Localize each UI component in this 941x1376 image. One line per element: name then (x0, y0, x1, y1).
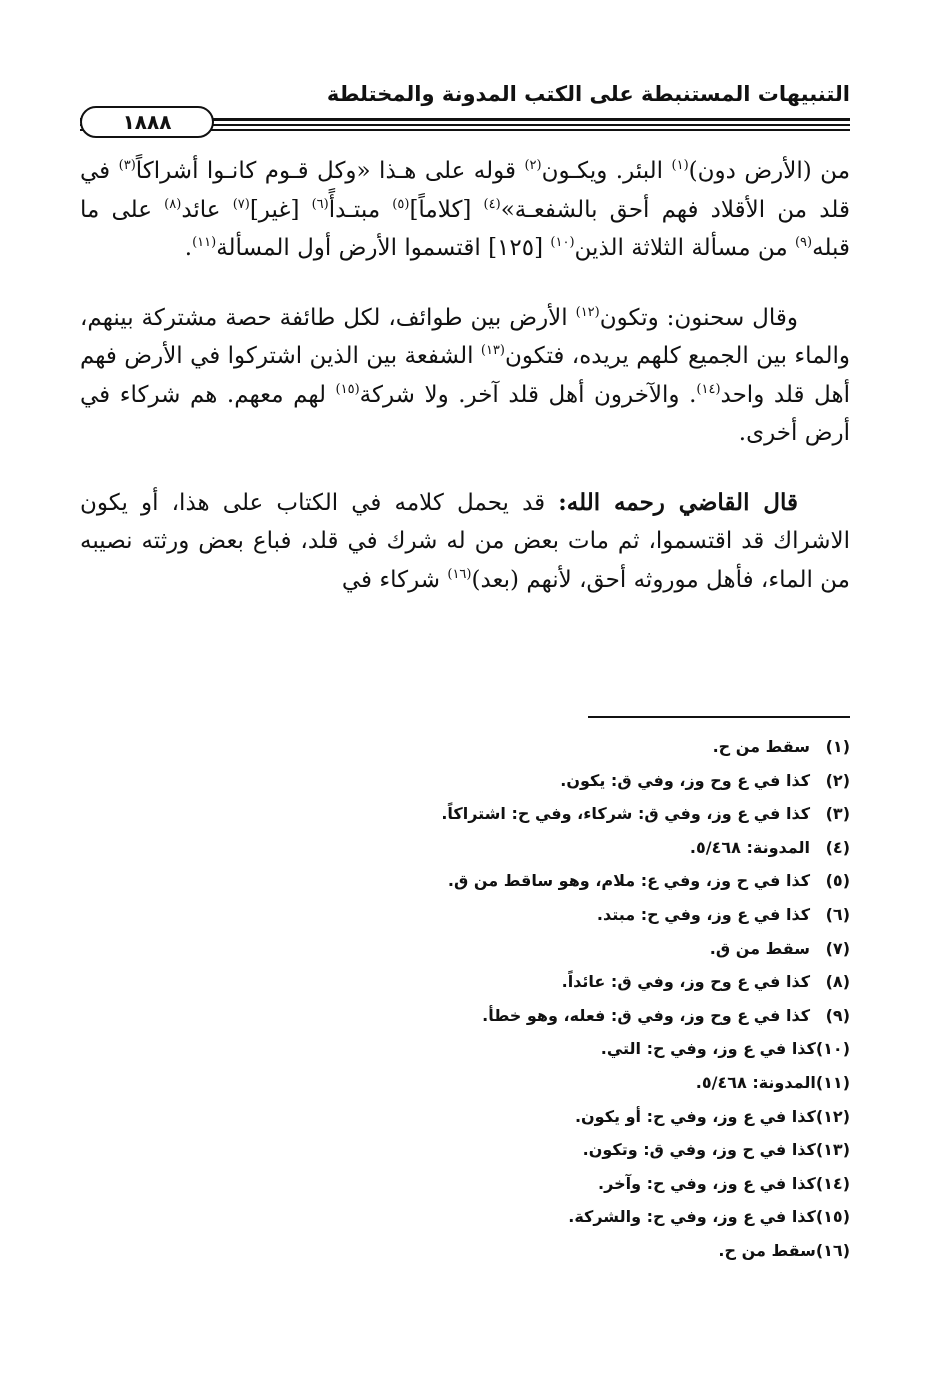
footnote-ref[interactable]: (٤) (483, 196, 501, 212)
footnote-item (150, 1032, 850, 1066)
footnote-item (150, 1066, 850, 1100)
footnote-item (150, 1133, 850, 1167)
footnote-item (150, 864, 850, 898)
text-run: [غير] (249, 196, 312, 223)
text-run: على ما قبله (80, 196, 850, 261)
text-run: الأرض بين طوائف، لكل طائفة حصة مشتركة بينهم، والماء بين الجميع كلهم يريده، فتكون (80, 304, 850, 369)
footnote-number: (٣) (825, 804, 850, 824)
page-number: ١٨٨٨ (80, 106, 214, 138)
footnote-number: (٥) (825, 871, 850, 891)
footnote-text: كذا في ع وح وز، وفي ق: عائداً. (561, 972, 810, 992)
text-run: [كلاماً] (409, 196, 484, 223)
footnote-ref[interactable]: (١) (671, 158, 689, 173)
text-run: عائد (181, 196, 233, 223)
footnote-number: (١٠) (815, 1039, 850, 1059)
footnote-text: كذا في ع وح وز، وفي ق: يكون. (560, 770, 810, 790)
footnote-ref[interactable]: (٥) (392, 196, 410, 212)
footnote-number: (٩) (825, 1005, 850, 1025)
footnote-number: (٨) (825, 972, 850, 992)
footnote-ref[interactable]: (٧) (232, 196, 250, 212)
footnote-text: كذا في ع وح وز، وفي ق: فعله، وهو خطأ. (482, 1005, 810, 1025)
footnote-number: (٧) (825, 938, 850, 958)
footnote-item (150, 1100, 850, 1134)
footnote-ref[interactable]: (٦) (311, 196, 329, 212)
footnote-item (150, 831, 850, 865)
text-run: مبتـدأً (328, 196, 393, 223)
footnote-text: كذا في ع وز، وفي ح: أو يكون. (574, 1106, 816, 1126)
footnote-item (150, 764, 850, 798)
footnote-text: كذا في ح وز، وفي ق: وتكون. (582, 1140, 816, 1160)
footnote-text: المدونة: ٥/٤٦٨. (695, 1072, 816, 1092)
text-run: . (184, 235, 193, 261)
footnote-text: كذا في ح وز، وفي ع: ملام، وهو ساقط من ق. (447, 871, 810, 891)
footnote-number: (١٦) (815, 1240, 850, 1260)
footnote-item (150, 932, 850, 966)
paragraph-2 (80, 299, 850, 453)
footnote-text: كذا في ع وز، وفي ق: شركاء، وفي ح: اشتراكاً. (441, 804, 810, 824)
footnote-ref[interactable]: (١١) (192, 235, 217, 250)
footnote-ref[interactable]: (١٦) (447, 566, 472, 582)
footnote-ref[interactable]: (٨) (164, 196, 182, 212)
paragraph-lead: قال القاضي رحمه الله: (558, 488, 798, 516)
footnote-ref[interactable]: (١٢) (575, 304, 600, 320)
footnote-ref[interactable]: (١٤) (696, 381, 721, 397)
text-run: لهم معهم. هم شركاء في أرض أخرى. (80, 381, 850, 446)
footnote-ref[interactable]: (٩) (794, 235, 813, 250)
paragraph-1 (80, 152, 850, 268)
footnotes-list (150, 730, 850, 1268)
footnote-item (150, 999, 850, 1033)
footnote-item (150, 1167, 850, 1201)
text-run: [١٢٥] اقتسموا الأرض أول المسألة (216, 235, 551, 261)
text-run: قد يحمل كلامه في الكتاب على هذا، أو يكون الاشراك قد اقتسموا، ثم مات بعض من له شرك في قلد، فباع بعض ورثته نصيبه من الماء، فأهل موروثه أحق، لأنهم (بعد) (80, 489, 850, 593)
footnote-text: سقط من ح. (718, 1240, 816, 1260)
footnote-text: كذا في ع وز، وفي ح: وآخر. (598, 1173, 816, 1193)
footnote-item (150, 797, 850, 831)
footnote-number: (١٣) (815, 1140, 850, 1160)
text-run: . والآخرون أهل قلد آخر. ولا شركة (359, 381, 697, 408)
footnote-item (150, 730, 850, 764)
footnote-number: (١٤) (815, 1173, 850, 1193)
footnote-ref[interactable]: (١٣) (480, 343, 505, 358)
footnote-number: (١٥) (815, 1207, 850, 1227)
text-run: البئر. ويكـون (541, 158, 672, 184)
footnote-number: (٦) (825, 904, 850, 924)
text-run: من مسألة الثلاثة الذين (574, 235, 795, 261)
text-run: الشفعة بين الذين اشتركوا في الأرض فهم أهل قلد واحد (80, 343, 850, 408)
text-run: في قلد من الأقلاد فهم أحق بالشفعـة» (80, 158, 850, 223)
footnote-text: سقط من ح. (712, 737, 810, 756)
footnote-text: كذا في ع وز، وفي ح: مبتد. (596, 904, 810, 924)
paragraph-3 (80, 484, 850, 600)
footnote-item (150, 1234, 850, 1268)
text-run: قوله على هـذا «وكل قـوم كانـوا أشراكاً (135, 158, 525, 184)
footnote-item (150, 965, 850, 999)
page-header (80, 78, 850, 148)
footnote-ref[interactable]: (١٥) (335, 381, 360, 397)
footnote-number: (١٢) (815, 1106, 850, 1126)
footnote-number: (٢) (825, 770, 850, 790)
footnote-number: (١) (825, 737, 850, 756)
footnote-text: كذا في ع وز، وفي ح: والشركة. (568, 1207, 816, 1227)
main-text (80, 152, 850, 599)
footnote-text: سقط من ق. (709, 938, 810, 958)
footnote-number: (١١) (815, 1072, 850, 1092)
text-run: وقال سحنون: وتكون (599, 304, 798, 331)
footnote-number: (٤) (825, 837, 850, 857)
footnote-item (150, 1200, 850, 1234)
footnote-text: كذا في ع وز، وفي ح: التي. (600, 1039, 816, 1059)
running-title: التنبيهات المستنبطة على الكتب المدونة والمختلطة (326, 82, 850, 106)
footnote-ref[interactable]: (٢) (524, 158, 542, 173)
footnote-text: المدونة: ٥/٤٦٨. (689, 837, 810, 857)
footnote-separator (588, 716, 850, 718)
text-run: من (الأرض دون) (688, 158, 851, 184)
footnote-ref[interactable]: (٣) (118, 158, 136, 173)
footnote-item (150, 898, 850, 932)
footnote-ref[interactable]: (١٠) (550, 235, 575, 250)
text-run: شركاء في (341, 566, 448, 593)
